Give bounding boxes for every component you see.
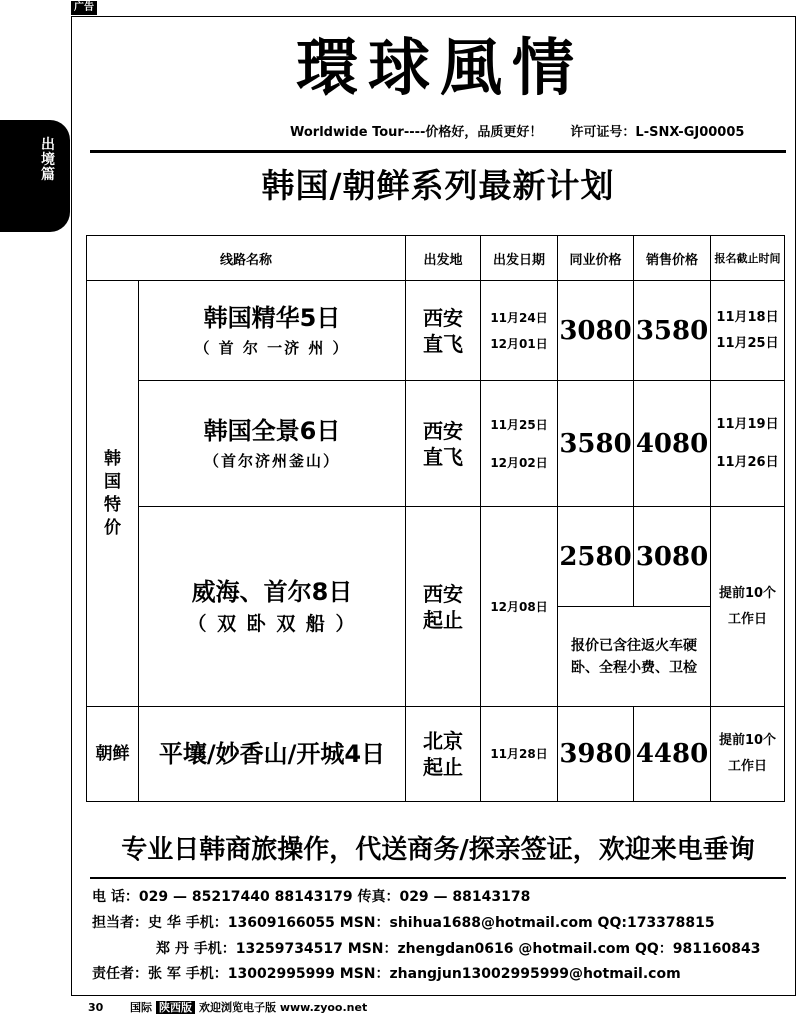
retail-price: 3580 — [634, 281, 711, 381]
slogan: 专业日韩商旅操作，代送商务/探亲签证，欢迎来电垂询 — [121, 835, 755, 865]
deadline-value: 11月25日 — [716, 335, 779, 351]
departure-cell — [406, 281, 481, 381]
retail-price: 4480 — [634, 707, 711, 802]
col-header-trade-price: 同业价格 — [558, 236, 634, 281]
footer-text: 欢迎浏览电子版 www.zyoo.net — [199, 1001, 368, 1014]
trade-price: 2580 — [558, 507, 634, 607]
tagline-text: Worldwide Tour----价格好，品质更好！ — [290, 125, 543, 140]
trade-price: 3080 — [558, 281, 634, 381]
ad-tag: 广告 — [71, 1, 97, 15]
deadline-cell — [711, 507, 785, 707]
date-cell — [481, 281, 558, 381]
retail-price: 3080 — [634, 507, 711, 607]
departure-cell — [406, 707, 481, 802]
departure-text: 西安直飞 — [423, 305, 464, 356]
date-value: 11月24日 — [490, 310, 548, 325]
departure-cell — [406, 381, 481, 507]
page-number: 30 — [88, 1001, 104, 1014]
route-subtitle: （ 首 尔 一济 州 ） — [194, 338, 350, 357]
route-cell — [139, 281, 406, 381]
deadline-value: 提前10个 — [718, 585, 777, 601]
deadline-cell — [711, 281, 785, 381]
col-header-departure: 出发地 — [406, 236, 481, 281]
date-cell — [481, 507, 558, 707]
date-cell — [481, 707, 558, 802]
page-footer — [88, 1001, 367, 1015]
table-row — [87, 281, 785, 381]
route-cell — [139, 381, 406, 507]
col-header-retail-price: 销售价格 — [634, 236, 711, 281]
divider — [90, 150, 786, 153]
deadline-value: 提前10个 — [718, 733, 777, 748]
date-value: 12月02日 — [490, 455, 548, 470]
departure-text: 西安直飞 — [423, 418, 464, 469]
deadline-value: 11月26日 — [716, 454, 779, 470]
table-header-row — [87, 236, 785, 281]
tagline — [290, 121, 744, 140]
departure-cell — [406, 507, 481, 707]
route-cell — [139, 707, 406, 802]
contact-line-zhang-jun: 责任者：张 军 手机：13002995999 MSN：zhangjun13002995999@hotmail.com — [92, 966, 681, 982]
route-name: 韩国精华5日 — [203, 303, 341, 332]
brand-title: 環球風情 — [295, 31, 584, 104]
col-header-route: 线路名称 — [87, 236, 406, 281]
contact-line-shi-hua: 担当者：史 华 手机：13609166055 MSN：shihua1688@hotmail.com QQ:173378815 — [92, 915, 715, 931]
category-korea-label: 韩国特价 — [104, 448, 121, 538]
route-name: 韩国全景6日 — [203, 416, 341, 445]
section-side-tab — [0, 120, 70, 232]
contact-line-zheng-dan: 郑 丹 手机：13259734517 MSN：zhengdan0616 @hotmail.com QQ：981160843 — [156, 941, 761, 957]
section-side-tab-label: 出境篇 — [41, 137, 55, 183]
table-row — [87, 707, 785, 802]
deadline-value: 工作日 — [728, 611, 768, 627]
route-name: 威海、首尔8日 — [191, 577, 353, 606]
deadline-value: 11月18日 — [716, 309, 779, 325]
route-cell — [139, 507, 406, 707]
route-name: 平壤/妙香山/开城4日 — [158, 740, 386, 768]
table-row — [87, 507, 785, 607]
date-value: 11月28日 — [490, 747, 548, 761]
category-korea — [87, 281, 139, 707]
col-header-deadline: 报名截止时间 — [711, 236, 785, 281]
license-number: 许可证号：L-SNX-GJ00005 — [570, 125, 745, 140]
deadline-value: 11月19日 — [716, 416, 779, 432]
table-row — [87, 381, 785, 507]
footer-section: 国际 — [130, 1001, 152, 1014]
departure-text: 北京起止 — [423, 729, 464, 779]
deadline-cell — [711, 707, 785, 802]
route-subtitle: （首尔济州釜山） — [204, 451, 341, 470]
deadline-cell — [711, 381, 785, 507]
col-header-date: 出发日期 — [481, 236, 558, 281]
divider — [90, 877, 786, 879]
footer-badge: 陕西版 — [156, 1001, 195, 1014]
retail-price: 4080 — [634, 381, 711, 507]
date-cell — [481, 381, 558, 507]
date-value: 12月01日 — [490, 336, 548, 351]
category-dprk: 朝鲜 — [87, 707, 139, 802]
departure-text: 西安起止 — [423, 581, 464, 632]
date-value: 11月25日 — [490, 417, 548, 432]
price-note: 报价已含往返火车硬卧、全程小费、卫检 — [558, 607, 711, 707]
tour-table — [86, 235, 785, 802]
date-value: 12月08日 — [490, 599, 548, 614]
contact-line-phone: 电 话：029 — 85217440 88143179 传真：029 — 88143178 — [92, 889, 531, 905]
headline: 韩国/朝鲜系列最新计划 — [261, 166, 615, 205]
deadline-value: 工作日 — [728, 759, 768, 774]
trade-price: 3580 — [558, 381, 634, 507]
route-subtitle: （ 双 卧 双 船 ） — [187, 612, 357, 635]
trade-price: 3980 — [558, 707, 634, 802]
